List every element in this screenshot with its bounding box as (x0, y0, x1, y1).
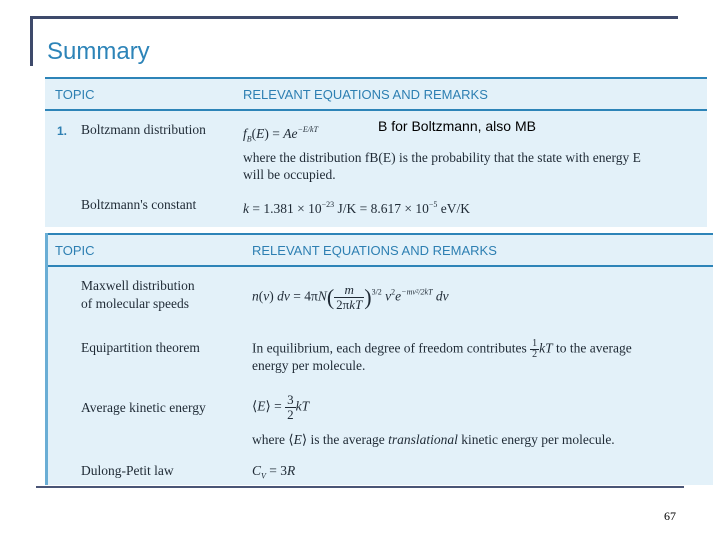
slide-frame-left (30, 16, 33, 66)
remark-average-kinetic-energy: where ⟨E⟩ is the average translational kinetic energy per molecule. (252, 432, 615, 447)
header-remarks: RELEVANT EQUATIONS AND REMARKS (243, 87, 488, 102)
remark-equipartition-line2: energy per molecule. (252, 358, 366, 373)
topic-dulong-petit: Dulong-Petit law (81, 463, 174, 478)
summary-table-2 (45, 233, 713, 485)
topic-boltzmann-constant: Boltzmann's constant (81, 197, 197, 212)
topic-equipartition: Equipartition theorem (81, 340, 200, 355)
header-topic: TOPIC (55, 87, 95, 102)
topic-boltzmann-distribution: Boltzmann distribution (81, 122, 206, 137)
table-header (45, 233, 713, 267)
equation-boltzmann-constant: $k = 1.381 \times 10^{-23}$ $J/K = 8.617 \times 10^{-5}$ eV/K (243, 200, 470, 216)
row-number: 1. (57, 124, 68, 138)
summary-table-1 (45, 77, 707, 227)
equation-average-kinetic-energy: ⟨E⟩ = $\frac{3}{2}$ kT (252, 392, 310, 422)
topic-maxwell-line2: of molecular speeds (81, 296, 189, 311)
equation-dulong-petit: $C_V = 3R$ (252, 463, 296, 481)
table-header (45, 77, 707, 111)
slide-frame-bottom (36, 486, 684, 488)
slide-title: Summary (47, 38, 150, 65)
annotation-note: B for Boltzmann, also MB (378, 118, 536, 134)
remark-boltzmann-line1: where the distribution fB(E) is the probability that the state with energy E (243, 150, 641, 165)
remark-equipartition-line1: In equilibrium, each degree of freedom contributes $\frac{1}{2}$ kT to the average (252, 338, 632, 360)
header-topic: TOPIC (55, 243, 95, 258)
equation-boltzmann-distribution: $f_B(E) = Ae^{-E/kT}$ (243, 125, 319, 144)
equation-maxwell-distribution: n(v) dv = 4πN( $\frac{m}{\text{2πkT}}$ )$^{3/2}$ $v^2e^{-mv^2/2kT}$ dv (252, 282, 449, 312)
header-remarks: RELEVANT EQUATIONS AND REMARKS (252, 243, 497, 258)
remark-boltzmann-line2: will be occupied. (243, 167, 336, 182)
topic-maxwell-line1: Maxwell distribution (81, 278, 195, 293)
slide-frame-top (30, 16, 678, 19)
topic-average-kinetic-energy: Average kinetic energy (81, 400, 206, 415)
page-number: 67 (664, 509, 676, 523)
table-2-left-edge (45, 233, 48, 485)
